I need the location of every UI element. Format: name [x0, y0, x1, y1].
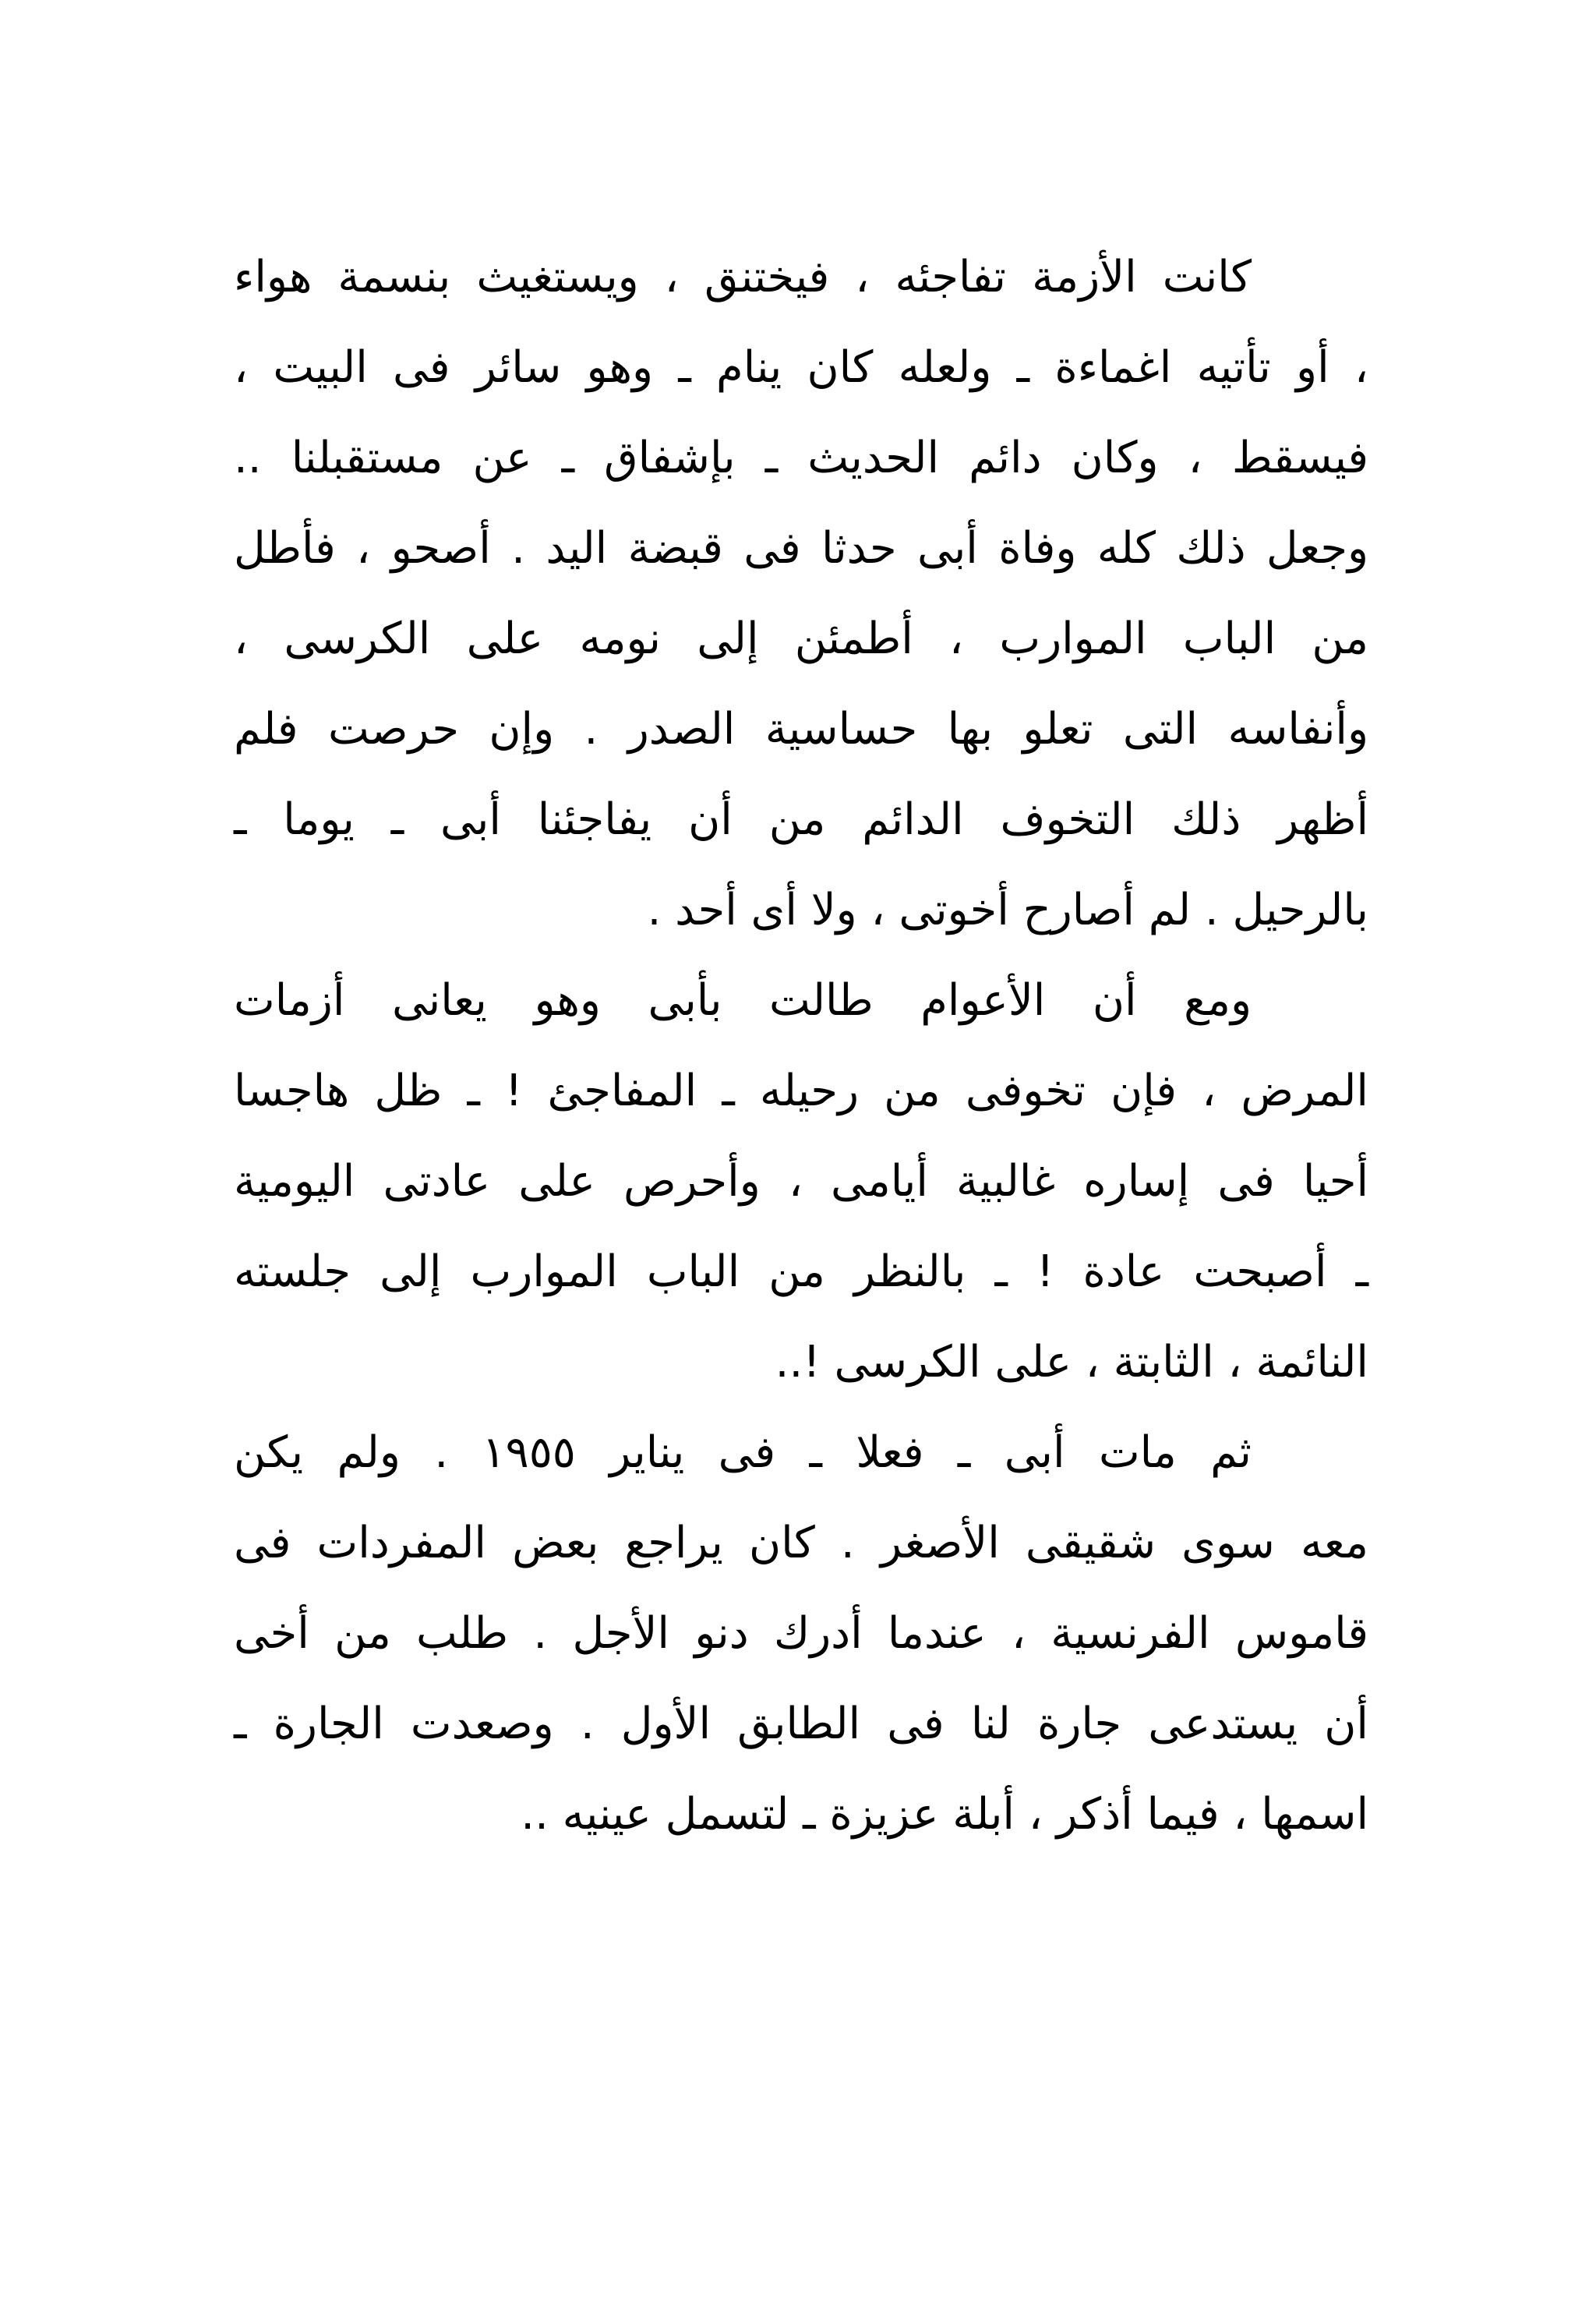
text-line: كانت الأزمة تفاجئه ، فيختنق ، ويستغيث بنسمة هواء [234, 252, 1252, 302]
text-line: أن يستدعى جارة لنا فى الطابق الأول . وصعدت الجارة ـ [234, 1699, 1368, 1749]
text-line: المرض ، فإن تخوفى من رحيله ـ المفاجئ ! ـ ظل هاجسا [234, 1066, 1368, 1116]
text-line: وأنفاسه التى تعلو بها حساسية الصدر . وإن حرصت فلم [234, 704, 1368, 755]
body-text [234, 246, 1368, 1874]
text-line: أظهر ذلك التخوف الدائم من أن يفاجئنا أبى ـ يوما ـ [234, 794, 1368, 845]
text-line: قاموس الفرنسية ، عندما أدرك دنو الأجل . طلب من أخى [234, 1608, 1368, 1659]
text-line: أحيا فى إساره غالبية أيامى ، وأحرص على عادتى اليومية [234, 1156, 1368, 1207]
text-line: ثم مات أبى ـ فعلا ـ فى يناير ١٩٥٥ . ولم يكن [234, 1427, 1252, 1478]
text-line: ، أو تأتيه اغماءة ـ ولعله كان ينام ـ وهو سائر فى البيت ، [234, 342, 1368, 393]
text-line: النائمة ، الثابتة ، على الكرسى !.. [775, 1337, 1368, 1388]
text-line: معه سوى شقيقى الأصغر . كان يراجع بعض المفردات فى [234, 1518, 1368, 1568]
text-line: من الباب الموارب ، أطمئن إلى نومه على الكرسى ، [234, 613, 1368, 664]
text-line: ومع أن الأعوام طالت بأبى وهو يعانى أزمات [234, 975, 1252, 1026]
text-line: اسمها ، فيما أذكر ، أبلة عزيزة ـ لتسمل عينيه .. [521, 1789, 1368, 1840]
text-line: فيسقط ، وكان دائم الحديث ـ بإشفاق ـ عن مستقبلنا .. [234, 433, 1368, 483]
text-line: وجعل ذلك كله وفاة أبى حدثا فى قبضة اليد . أصحو ، فأطل [234, 523, 1368, 574]
text-line: ـ أصبحت عادة ! ـ بالنظر من الباب الموارب إلى جلسته [234, 1246, 1368, 1297]
text-line: بالرحيل . لم أصارح أخوتى ، ولا أى أحد . [647, 885, 1368, 935]
